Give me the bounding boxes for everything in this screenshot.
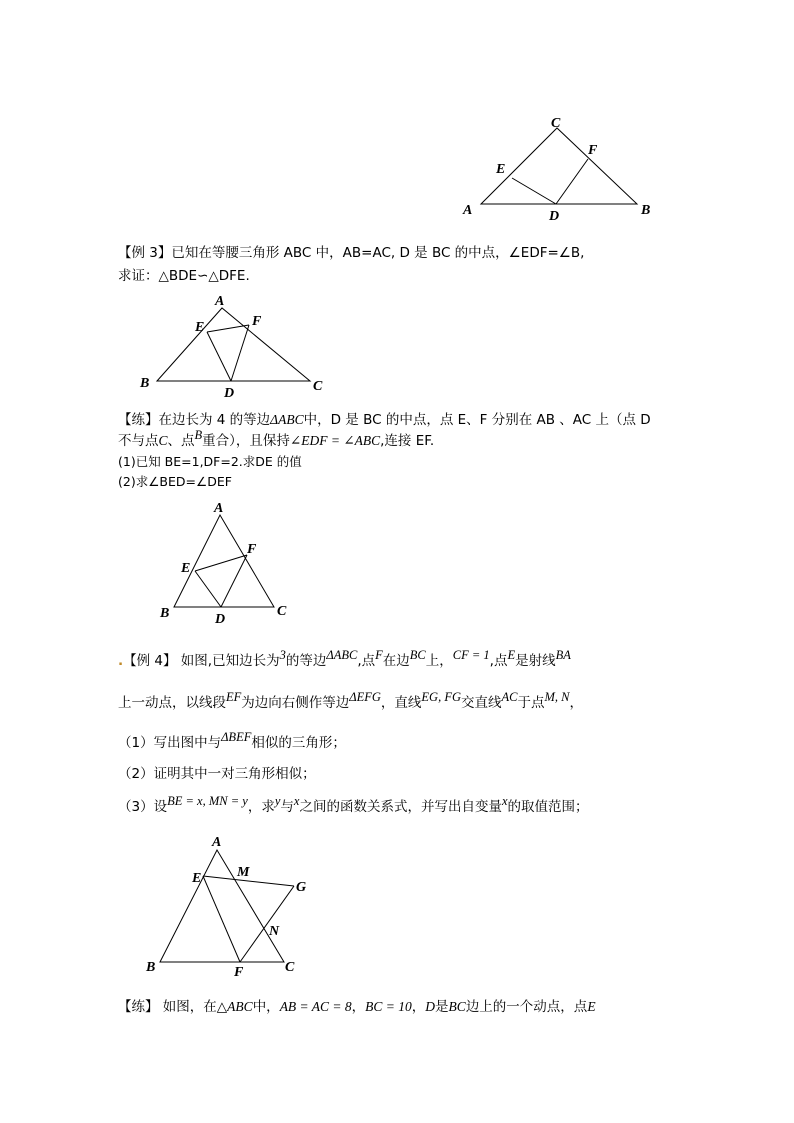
text: 上一动点，以线段 <box>118 695 226 711</box>
text: ，求 <box>247 799 275 815</box>
math: EG, FG <box>421 690 461 704</box>
text: 不与点 <box>118 433 159 449</box>
segment-ed <box>195 571 221 607</box>
math: x <box>501 794 508 808</box>
text: （1）写出图中与 <box>118 735 222 751</box>
math: E <box>587 999 596 1014</box>
segment-fd <box>221 555 247 607</box>
figure-triangle-2 <box>135 292 335 402</box>
fig2-label-c: C <box>313 379 323 394</box>
figure-4-lines <box>160 850 294 962</box>
segment-ed <box>207 332 231 381</box>
practice-1-question-1: (1)已知 BE=1,DF=2.求DE 的值 <box>118 454 302 469</box>
fig2-label-a: A <box>215 294 225 309</box>
math: ΔABC <box>270 412 304 427</box>
text: （3）设 <box>118 799 168 815</box>
figure-triangle-4 <box>140 830 320 980</box>
text: 上， <box>425 653 453 669</box>
text: 中，D 是 BC 的中点，点 E、F 分别在 AB 、AC 上（点 D <box>303 412 651 428</box>
example-4-line-2 <box>118 690 583 713</box>
math: B <box>194 428 203 442</box>
text: 交直线 <box>461 695 502 711</box>
text: 的等边 <box>285 653 327 669</box>
math: BE = x, MN = y <box>167 794 248 808</box>
fig3-label-b: B <box>160 606 170 621</box>
text: ,点 <box>489 653 508 669</box>
math: CF = 1 <box>452 648 490 662</box>
text: ,连接 EF. <box>380 433 435 449</box>
text: 【练】在边长为 4 的等边 <box>118 412 271 428</box>
text: 边上的一个动点，点 <box>465 999 588 1015</box>
fig3-label-d: D <box>215 612 226 627</box>
figure-triangle-1 <box>455 110 665 225</box>
text: 在边 <box>382 653 410 669</box>
text: ， <box>569 695 583 711</box>
segment-gf <box>240 886 294 962</box>
triangle-bac <box>157 308 310 381</box>
math: ΔBEF <box>221 730 252 744</box>
text: 【例 4】 如图,已知边长为 <box>123 653 280 669</box>
text: ，直线 <box>380 695 422 711</box>
fig1-label-f: F <box>588 143 598 158</box>
math: △ABC <box>216 999 253 1014</box>
bullet-dot: . <box>118 653 124 669</box>
fig1-label-d: D <box>549 209 560 224</box>
example-4-question-1 <box>118 730 346 753</box>
fig3-label-e: E <box>181 561 191 576</box>
fig3-label-c: C <box>277 604 287 619</box>
triangle-abc <box>160 850 284 962</box>
segment-ef <box>207 325 249 332</box>
math: ∠EDF = ∠ABC <box>289 433 381 448</box>
text: 于点 <box>517 695 545 711</box>
text: 的取值范围； <box>507 799 589 815</box>
fig4-label-n: N <box>269 924 280 939</box>
example-4-line-1 <box>118 648 571 671</box>
example-4-question-2: （2）证明其中一对三角形相似； <box>118 766 316 782</box>
fig4-label-c: C <box>285 960 295 975</box>
fig3-label-f: F <box>247 542 257 557</box>
math: x <box>293 794 300 808</box>
text: ， <box>351 999 366 1015</box>
fig4-label-g: G <box>296 880 307 895</box>
fig1-label-a: A <box>463 203 473 218</box>
text: 中， <box>252 999 280 1015</box>
fig1-label-e: E <box>496 162 506 177</box>
fig3-label-a: A <box>214 501 224 516</box>
fig2-label-b: B <box>140 376 150 391</box>
text: 【练】 如图，在 <box>118 999 217 1015</box>
fig1-label-b: B <box>641 203 651 218</box>
text: 是 <box>435 999 449 1015</box>
math: EF <box>226 690 242 704</box>
text: 、点 <box>167 433 195 449</box>
fig4-label-b: B <box>146 960 156 975</box>
figure-2-lines <box>157 308 310 381</box>
fig2-label-f: F <box>252 314 262 329</box>
segment-ed <box>512 178 556 204</box>
math: AC <box>501 690 518 704</box>
math: ΔABC <box>326 648 358 662</box>
fig1-label-c: C <box>551 116 561 131</box>
practice-1-question-2: (2)求∠BED=∠DEF <box>118 474 232 489</box>
math: BA <box>555 648 571 662</box>
fig4-label-f: F <box>234 965 244 980</box>
fig4-label-m: M <box>237 865 250 880</box>
math: F <box>375 648 383 662</box>
example-3-proof: 求证：△BDE∽△DFE. <box>118 268 250 284</box>
fig2-label-d: D <box>224 386 235 401</box>
practice-2-line-1 <box>118 997 596 1017</box>
segment-ef <box>203 876 240 962</box>
text: 之间的函数关系式，并写出自变量 <box>299 799 502 815</box>
math: D <box>425 999 436 1014</box>
practice-1-line-1 <box>118 410 651 430</box>
math: y <box>274 794 281 808</box>
text: ,点 <box>357 653 376 669</box>
fig2-label-e: E <box>195 320 205 335</box>
text: 重合），且保持 <box>202 433 290 449</box>
text: 是射线 <box>515 653 556 669</box>
math: E <box>507 648 516 662</box>
segment-fd <box>231 325 249 381</box>
text: 与 <box>280 799 294 815</box>
segment-df <box>556 159 588 204</box>
fig4-label-a: A <box>212 835 222 850</box>
segment-ef <box>195 555 247 571</box>
example-4-question-3 <box>118 794 589 817</box>
math: M, N <box>544 690 570 704</box>
math: BC <box>409 648 426 662</box>
math: C <box>158 433 168 448</box>
text: 为边向右侧作等边 <box>241 695 350 711</box>
figure-triangle-3 <box>150 498 300 628</box>
practice-1-line-2 <box>118 428 435 451</box>
fig4-label-e: E <box>192 871 202 886</box>
math: BC <box>448 999 466 1014</box>
math: 3 <box>279 648 286 662</box>
math: AB = AC = 8 <box>279 999 352 1014</box>
math: BC = 10 <box>365 999 412 1014</box>
text: ， <box>411 999 426 1015</box>
example-3-title: 【例 3】已知在等腰三角形 ABC 中，AB=AC, D 是 BC 的中点，∠EDF=∠B, <box>118 245 585 261</box>
text: 相似的三角形； <box>251 735 346 751</box>
math: ΔEFG <box>349 690 381 704</box>
